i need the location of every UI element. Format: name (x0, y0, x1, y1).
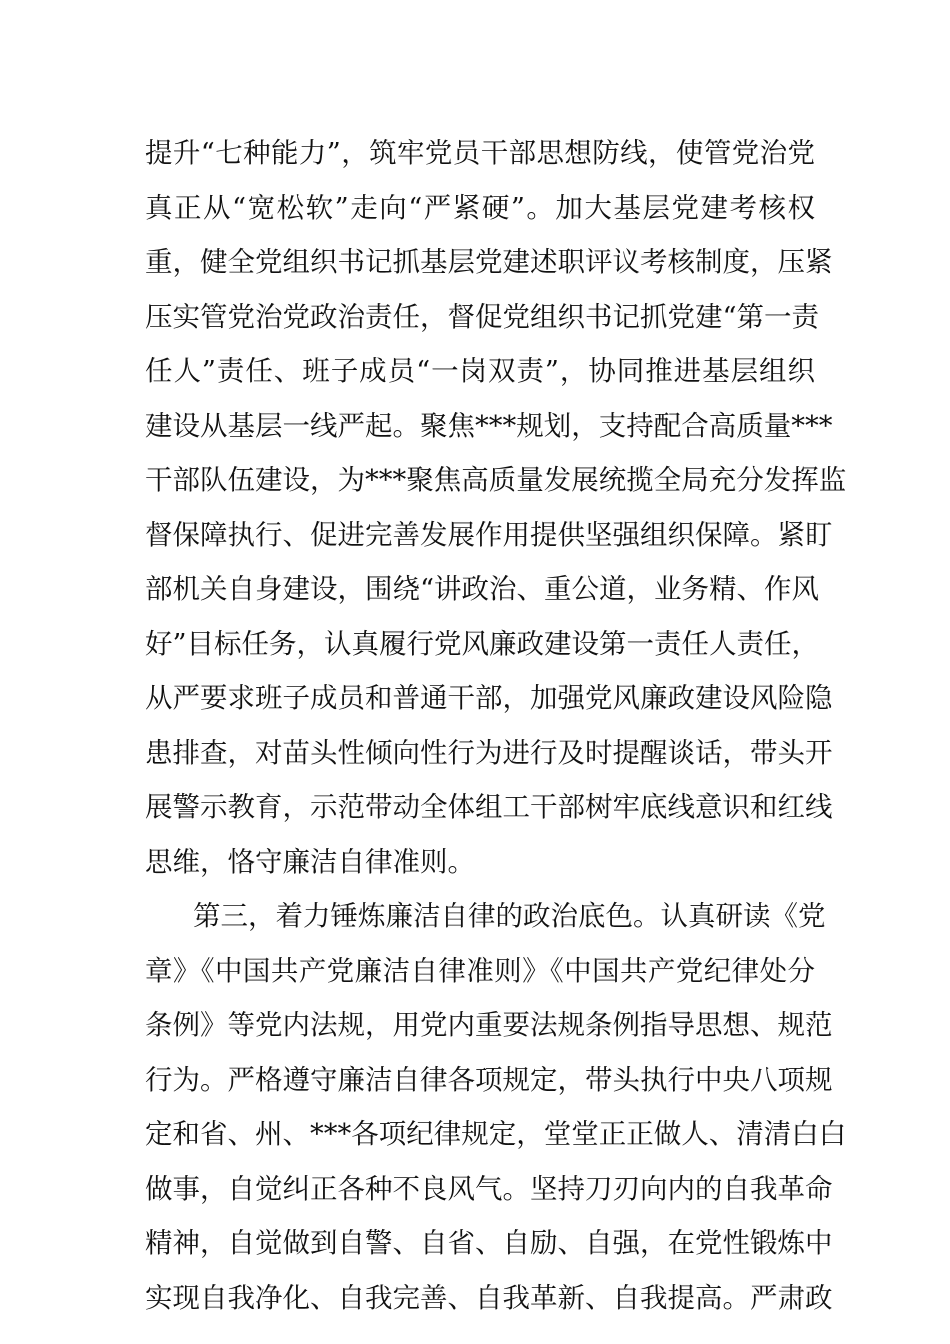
text-line: 提升“七种能力”，筑牢党员干部思想防线，使管党治党 (145, 137, 815, 169)
text-line: 精神，自觉做到自警、自省、自励、自强，在党性锻炼中 (145, 1227, 833, 1259)
text-line: 从严要求班子成员和普通干部，加强党风廉政建设风险隐 (145, 682, 833, 714)
text-line: 做事，自觉纠正各种不良风气。坚持刀刃向内的自我革命 (145, 1172, 833, 1205)
text-line: 章》《中国共产党廉洁自律准则》《中国共产党纪律处分 (145, 954, 815, 987)
text-line: 重，健全党组织书记抓基层党建述职评议考核制度，压紧 (145, 246, 833, 278)
paragraph-2 (145, 889, 847, 1325)
text-line: 好”目标任务，认真履行党风廉政建设第一责任人责任， (145, 627, 820, 660)
text-line: 条例》等党内法规，用党内重要法规条例指导思想、规范 (145, 1009, 833, 1041)
text-line: 展警示教育，示范带动全体组工干部树牢底线意识和红线 (145, 791, 833, 823)
text-line: 建设从基层一线严起。聚焦***规划，支持配合高质量*** (145, 409, 833, 442)
text-line: 第三，着力锤炼廉洁自律的政治底色。认真研读《党 (193, 900, 826, 932)
text-line: 实现自我净化、自我完善、自我革新、自我提高。严肃政 (145, 1281, 833, 1314)
text-line: 任人”责任、班子成员“一岗双责”，协同推进基层组织 (145, 355, 815, 387)
text-line: 患排查，对苗头性倾向性行为进行及时提醒谈话，带头开 (145, 736, 833, 769)
text-line: 督保障执行、促进完善发展作用提供坚强组织保障。紧盯 (145, 518, 833, 551)
text-line: 真正从“宽松软”走向“严紧硬”。加大基层党建考核权 (145, 191, 815, 224)
document-body (145, 126, 847, 1325)
paragraph-1 (145, 126, 847, 889)
text-line: 部机关自身建设，围绕“讲政治、重公道，业务精、作风 (145, 573, 820, 605)
text-line: 干部队伍建设，为***聚焦高质量发展统揽全局充分发挥监 (145, 464, 847, 496)
text-line: 思维，恪守廉洁自律准则。 (145, 845, 475, 878)
text-line: 压实管党治党政治责任，督促党组织书记抓党建“第一责 (145, 300, 820, 333)
text-line: 定和省、州、***各项纪律规定，堂堂正正做人、清清白白 (145, 1118, 847, 1150)
text-line: 行为。严格遵守廉洁自律各项规定，带头执行中央八项规 (145, 1063, 833, 1096)
